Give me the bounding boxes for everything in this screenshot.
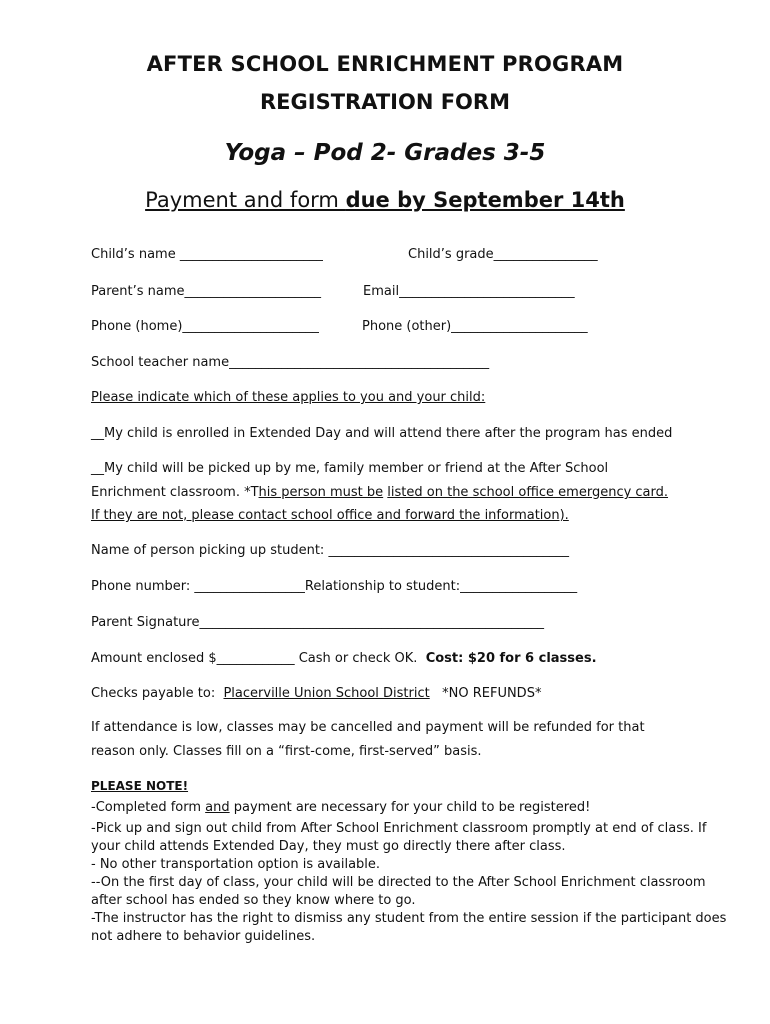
attendance-line1: If attendance is low, classes may be cancelled and payment will be refunded for that bbox=[91, 720, 645, 735]
email-field[interactable]: Email___________________________ bbox=[363, 284, 575, 299]
note-4a: --On the first day of class, your child will be directed to the After School Enrichment classroom bbox=[91, 875, 706, 890]
pickup-name-field[interactable]: Name of person picking up student: _____________________________________ bbox=[91, 543, 569, 558]
note-2a: -Pick up and sign out child from After School Enrichment classroom promptly at end of class. If bbox=[91, 821, 707, 836]
checks-row bbox=[91, 686, 541, 701]
parent-name-field[interactable]: Parent’s name_____________________ bbox=[91, 284, 322, 299]
attendance-line2: reason only. Classes fill on a “first-come, first-served” basis. bbox=[91, 744, 482, 759]
pickup-phone-field[interactable]: Phone number: _________________Relationship to student:__________________ bbox=[91, 579, 578, 594]
amount-row bbox=[91, 651, 597, 666]
opt2-prefix: Enrichment classroom. *T bbox=[91, 485, 259, 500]
option-extended-day[interactable]: __My child is enrolled in Extended Day and will attend there after the program has ended bbox=[91, 426, 673, 441]
notes-heading: PLEASE NOTE! bbox=[91, 779, 189, 793]
note-5a: -The instructor has the right to dismiss any student from the entire session if the participant does bbox=[91, 911, 727, 926]
option-pickup-line3: If they are not, please contact school office and forward the information). bbox=[91, 508, 569, 523]
instruction-text: Please indicate which of these applies to you and your child: bbox=[91, 390, 486, 405]
note-1-prefix: -Completed form bbox=[91, 800, 206, 815]
teacher-name-field[interactable]: School teacher name________________________________________ bbox=[91, 355, 490, 370]
child-grade-field[interactable]: Child’s grade________________ bbox=[408, 247, 598, 262]
phone-other-field[interactable]: Phone (other)_____________________ bbox=[362, 319, 588, 334]
note-1-suffix: payment are necessary for your child to be registered! bbox=[229, 800, 591, 815]
form-title: REGISTRATION FORM bbox=[260, 90, 510, 114]
amount-field[interactable]: Amount enclosed $____________ Cash or check OK. bbox=[91, 651, 418, 666]
no-refunds: *NO REFUNDS* bbox=[442, 686, 542, 701]
program-title: AFTER SCHOOL ENRICHMENT PROGRAM bbox=[146, 52, 624, 76]
due-date: due by September 14th bbox=[345, 188, 625, 212]
opt2-underline-1: his person must be bbox=[258, 485, 384, 500]
class-subtitle: Yoga – Pod 2- Grades 3-5 bbox=[224, 140, 546, 166]
note-4b: after school has ended so they know where to go. bbox=[91, 893, 416, 908]
child-name-field[interactable]: Child’s name ______________________ bbox=[91, 247, 323, 262]
checks-label: Checks payable to: bbox=[91, 686, 216, 701]
parent-signature-field[interactable]: Parent Signature_____________________________________________________ bbox=[91, 615, 544, 630]
cost-text: Cost: $20 for 6 classes. bbox=[425, 651, 597, 666]
note-1-and: and bbox=[205, 800, 230, 815]
due-prefix: Payment and form bbox=[145, 188, 346, 212]
due-date-heading bbox=[0, 188, 770, 212]
note-3: - No other transportation option is available. bbox=[91, 857, 381, 872]
checks-payee: Placerville Union School District bbox=[223, 686, 430, 701]
opt2-underline-2: listed on the school office emergency card. bbox=[387, 485, 669, 500]
note-5b: not adhere to behavior guidelines. bbox=[91, 929, 316, 944]
note-2b: your child attends Extended Day, they must go directly there after class. bbox=[91, 839, 566, 854]
note-1 bbox=[91, 799, 590, 818]
option-pickup[interactable]: __My child will be picked up by me, family member or friend at the After School bbox=[91, 461, 609, 476]
phone-home-field[interactable]: Phone (home)_____________________ bbox=[91, 319, 319, 334]
option-pickup-line2 bbox=[91, 485, 668, 500]
